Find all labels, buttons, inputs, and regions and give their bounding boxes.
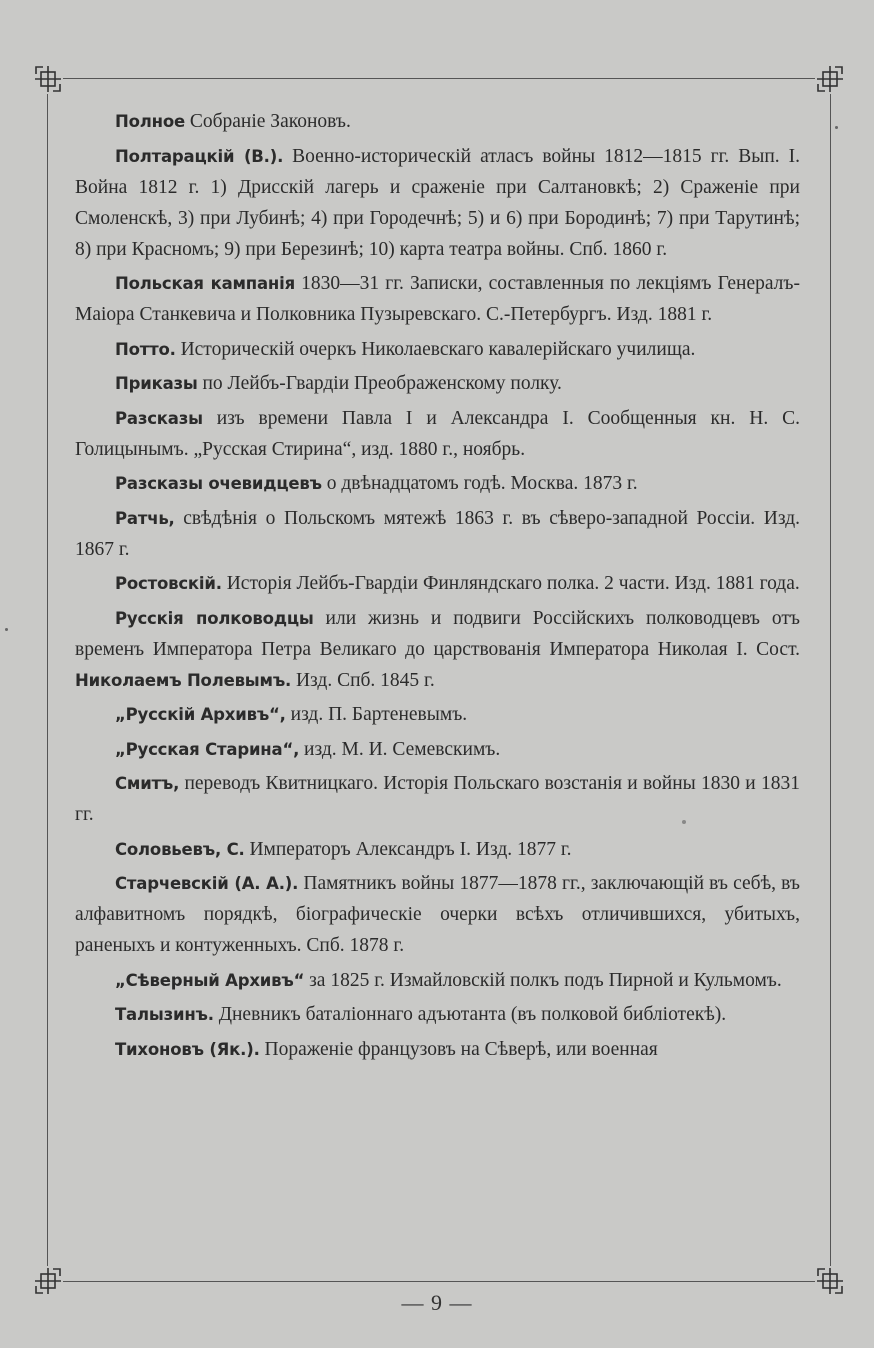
bibliography-entry: Разсказы изъ времени Павла I и Александра I. Сообщенныя кн. Н. С. Голицынымъ. „Русская Стирина“, изд. 1880 г., ноябрь. bbox=[75, 407, 800, 460]
bibliography-entry: Талызинъ. Дневникъ баталіоннаго адъютанта (въ полковой библіотекѣ). bbox=[115, 1004, 727, 1025]
bibliography-entry: „Русскій Архивъ“, изд. П. Бартеневымъ. bbox=[115, 704, 468, 725]
scan-speck bbox=[5, 628, 8, 631]
bibliography-entry: Приказы по Лейбъ-Гвардіи Преображенскому полку. bbox=[115, 373, 562, 394]
scan-speck bbox=[682, 820, 686, 824]
bibliography-entry: „Русская Старина“, изд. М. И. Семевскимъ. bbox=[115, 738, 501, 760]
corner-ornament-top-left bbox=[33, 64, 63, 94]
bibliography-entry: „Сѣверный Архивъ“ за 1825 г. Измайловскій полкъ подъ Пирной и Кульмомъ. bbox=[115, 969, 782, 991]
bibliography-entry: Смитъ, переводъ Квитницкаго. Исторія Польскаго возстанія и войны 1830 и 1831 гг. bbox=[75, 773, 800, 825]
bibliography-entry: Русскія полководцы или жизнь и подвиги Россійскихъ полководцевъ отъ временъ Императора Петра Великаго до царствованія Императора Николая I. Сост. Николаемъ Полевымъ. Изд. Спб. 1845 г. bbox=[75, 607, 800, 691]
corner-ornament-top-right bbox=[815, 64, 845, 94]
bibliography-entry: Польская кампанія 1830—31 гг. Записки, составленныя по лекціямъ Генералъ-Маіора Станкевича и Полковника Пузыревскаго. С.-Петербургъ. Изд. 1881 г. bbox=[75, 273, 800, 325]
bibliography-entry: Старчевскій (А. А.). Памятникъ войны 1877—1878 гг., заключающій въ себѣ, въ алфавитномъ порядкѣ, біографическіе очерки всѣхъ отличившихся, убитыхъ, раненыхъ и контуженныхъ. Спб. 1878 г. bbox=[75, 873, 800, 956]
bibliography-list bbox=[75, 106, 800, 1068]
bibliography-entry: Разсказы очевидцевъ о двѣнадцатомъ годѣ. Москва. 1873 г. bbox=[115, 473, 638, 494]
bibliography-entry: Потто. Историческій очеркъ Николаевскаго кавалерійскаго училища. bbox=[115, 338, 696, 360]
scan-speck bbox=[835, 126, 838, 129]
bibliography-entry: Тихоновъ (Як.). Пораженіе французовъ на Сѣверѣ, или военная bbox=[115, 1038, 658, 1060]
page-number: — 9 — bbox=[401, 1290, 473, 1315]
bibliography-entry: Соловьевъ, С. Императоръ Александръ I. Изд. 1877 г. bbox=[115, 838, 572, 860]
bibliography-entry: Ростовскій. Исторія Лейбъ-Гвардіи Финляндскаго полка. 2 части. Изд. 1881 года. bbox=[115, 573, 800, 594]
bibliography-entry: Полное Собраніе Законовъ. bbox=[115, 111, 351, 132]
bibliography-entry: Ратчь, свѣдѣнія о Польскомъ мятежѣ 1863 г. въ сѣверо-западной Россіи. Изд. 1867 г. bbox=[75, 507, 800, 560]
bibliography-entry: Полтарацкій (В.). Военно-историческій атласъ войны 1812—1815 гг. Вып. I. Война 1812 г. 1) Дрисскій лагерь и сраженіе при Салтановкѣ; 2) Сраженіе при Смоленскѣ, 3) при Лубинѣ; 4) при Городечнѣ; 5) и 6) при Бородинѣ; 7) при Тарутинѣ; 8) при Красномъ; 9) при Березинѣ; 10) карта театра войны. Спб. 1860 г. bbox=[75, 145, 800, 260]
